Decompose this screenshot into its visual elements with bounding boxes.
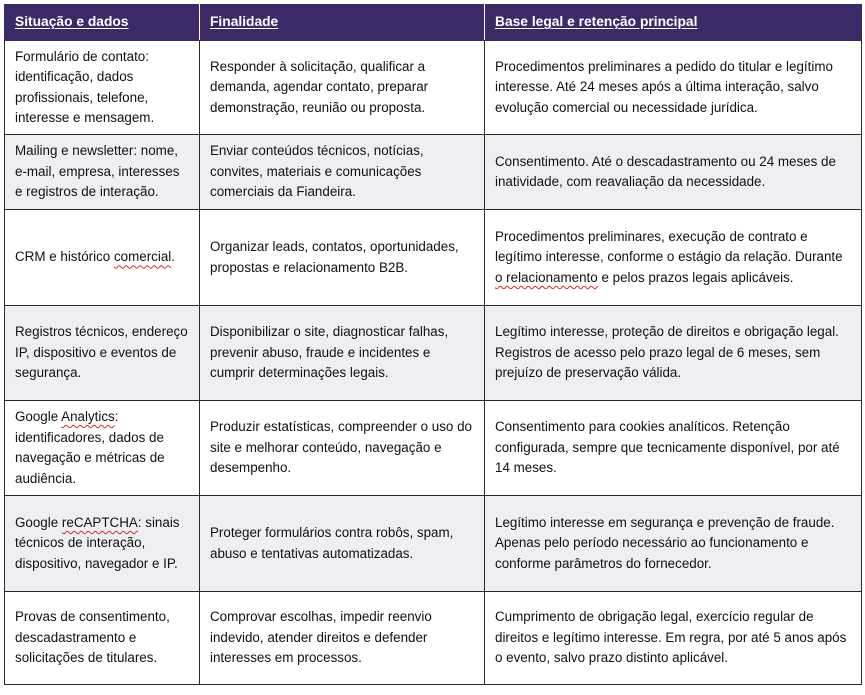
cell-finalidade: Enviar conteúdos técnicos, notícias, convites, materiais e comunicações comerciais da Fiandeira. [200,135,485,210]
privacy-data-table [4,4,862,685]
cell-situacao [5,496,200,592]
cell-text: : identificadores, dados de navegação e métricas de audiência. [15,409,165,486]
table-row [5,135,862,210]
cell-text: CRM e histórico [15,249,114,265]
header-finalidade: Finalidade [200,5,485,41]
cell-base-legal: Cumprimento de obrigação legal, exercício regular de direitos e legítimo interesse. Em regra, por até 5 anos após o evento, salvo prazo distinto aplicável. [485,592,862,685]
cell-finalidade: Proteger formulários contra robôs, spam, abuso e tentativas automatizadas. [200,496,485,592]
cell-situacao [5,210,200,306]
cell-text: Google [15,409,62,424]
table-row [5,401,862,496]
cell-text: Google [15,514,62,530]
cell-base-legal [485,210,862,306]
cell-base-legal: Consentimento. Até o descadastramento ou 24 meses de inatividade, com reavaliação da necessidade. [485,135,862,210]
spellcheck-flagged-word[interactable]: reCAPTCHA [61,514,138,530]
cell-text: Procedimentos preliminares, execução de contrato e legítimo interesse, conforme o estágio da relação. Durante [495,228,843,265]
cell-situacao: Formulário de contato: identificação, dados profissionais, telefone, interesse e mensagem. [5,41,200,135]
cell-text: . [171,249,175,265]
table-row [5,210,862,306]
header-base-legal: Base legal e retenção principal [485,5,862,41]
cell-base-legal: Consentimento para cookies analíticos. Retenção configurada, sempre que tecnicamente disponível, por até 14 meses. [485,401,862,496]
cell-base-legal: Legítimo interesse, proteção de direitos e obrigação legal. Registros de acesso pelo prazo legal de 6 meses, sem prejuízo de preservação válida. [485,306,862,401]
cell-finalidade: Organizar leads, contatos, oportunidades, propostas e relacionamento B2B. [200,210,485,306]
cell-finalidade: Responder à solicitação, qualificar a demanda, agendar contato, preparar demonstração, reunião ou proposta. [200,41,485,135]
header-situacao: Situação e dados [5,5,200,41]
cell-situacao: Provas de consentimento, descadastramento e solicitações de titulares. [5,592,200,685]
cell-base-legal: Procedimentos preliminares a pedido do titular e legítimo interesse. Até 24 meses após a última interação, salvo evolução comercial ou necessidade jurídica. [485,41,862,135]
spellcheck-flagged-word[interactable]: o relacionamento [495,269,598,285]
table-row [5,41,862,135]
cell-base-legal: Legítimo interesse em segurança e prevenção de fraude. Apenas pelo período necessário ao funcionamento e conforme parâmetros do fornecedor. [485,496,862,592]
table-header-row [5,5,862,41]
table-row [5,496,862,592]
cell-situacao [5,401,200,496]
spellcheck-flagged-word[interactable]: Analytics [61,409,115,424]
table-row [5,306,862,401]
cell-finalidade: Disponibilizar o site, diagnosticar falhas, prevenir abuso, fraude e incidentes e cumprir determinações legais. [200,306,485,401]
table-row [5,592,862,685]
cell-text: e pelos prazos legais aplicáveis. [597,269,794,285]
spellcheck-flagged-word[interactable]: comercial [113,249,172,265]
cell-finalidade: Produzir estatísticas, compreender o uso do site e melhorar conteúdo, navegação e desempenho. [200,401,485,496]
cell-text: : sinais técnicos de interação, dispositivo, navegador e IP. [15,514,180,571]
cell-situacao: Mailing e newsletter: nome, e-mail, empresa, interesses e registros de interação. [5,135,200,210]
cell-finalidade: Comprovar escolhas, impedir reenvio indevido, atender direitos e defender interesses em processos. [200,592,485,685]
cell-situacao: Registros técnicos, endereço IP, dispositivo e eventos de segurança. [5,306,200,401]
